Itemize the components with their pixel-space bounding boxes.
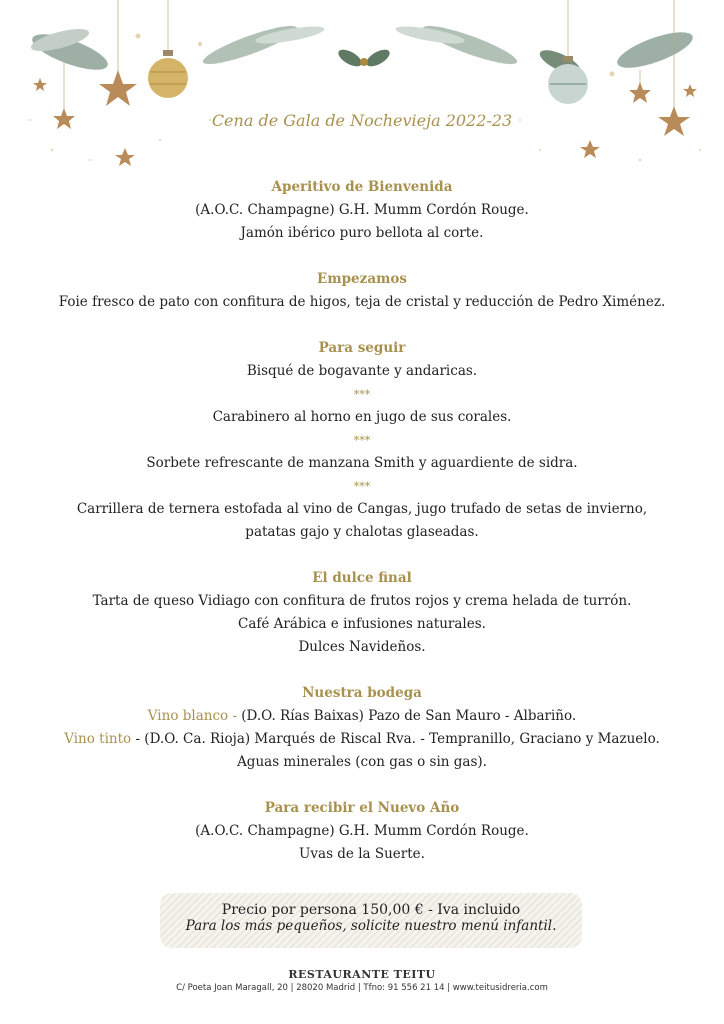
section-aperitivo [0,176,724,245]
dish-separator: *** [353,434,371,447]
menu-body [0,176,724,889]
section-heading: Para seguir [318,340,406,356]
price-per-person: Precio por persona 150,00 € - Iva incluido [221,902,521,918]
dish-separator: *** [353,480,371,493]
wine-blanco-line [0,705,724,728]
menu-line: Jamón ibérico puro bellota al corte. [240,225,484,241]
leaf-branch-left-icon [28,25,111,77]
section-bodega [0,682,724,774]
menu-line: patatas gajo y chalotas glaseadas. [245,524,479,540]
dish-separator: *** [353,388,371,401]
menu-line: Carabinero al horno en jugo de sus corales. [212,409,512,425]
section-empezamos [0,268,724,314]
section-heading: El dulce final [312,570,412,586]
section-heading: Para recibir el Nuevo Año [264,800,460,816]
menu-line: (A.O.C. Champagne) G.H. Mumm Cordón Rouge. [195,823,529,839]
menu-line: Carrillera de ternera estofada al vino de Cangas, jugo trufado de setas de invierno, [76,501,648,517]
menu-line: Foie fresco de pato con confitura de higos, teja de cristal y reducción de Pedro Ximénez. [58,294,666,310]
menu-line: Bisqué de bogavante y andaricas. [246,363,478,379]
wine-tinto-label: Vino tinto [64,731,132,747]
menu-line: Aguas minerales (con gas o sin gas). [237,754,487,770]
leaf-branch-top-right-icon [394,19,520,70]
price-box [160,893,582,948]
section-heading: Empezamos [317,271,407,287]
leaf-branch-top-left-icon [200,19,326,70]
restaurant-name: RESTAURANTE TEITU [288,968,436,981]
wine-blanco-text: (D.O. Rías Baixas) Pazo de San Mauro - Albariño. [236,708,577,724]
wine-tinto-text: - (D.O. Ca. Rioja) Marqués de Riscal Rva. - Tempranillo, Graciano y Mazuelo. [131,731,660,747]
wine-tinto-line [0,728,724,751]
menu-line: Dulces Navideños. [298,639,426,655]
section-nuevo-ano [0,797,724,866]
christmas-decoration-header [0,0,724,180]
section-dulce-final [0,567,724,659]
footer [0,968,724,993]
section-heading: Aperitivo de Bienvenida [271,179,453,195]
gold-bauble-icon [148,50,188,98]
kids-menu-note: Para los más pequeños, solicite nuestro menú infantil. [185,918,557,934]
section-heading: Nuestra bodega [302,685,422,701]
menu-line: Tarta de queso Vidiago con confitura de frutos rojos y crema helada de turrón. [92,593,632,609]
menu-title: Cena de Gala de Nochevieja 2022-23 [211,111,513,130]
restaurant-address: C/ Poeta Joan Maragall, 20 | 28020 Madrid | Tfno: 91 556 21 14 | www.teitusidreria.com [176,983,548,993]
menu-line: Sorbete refrescante de manzana Smith y aguardiente de sidra. [146,455,578,471]
menu-line: Uvas de la Suerte. [299,846,425,862]
wine-blanco-label: Vino blanco - [147,708,237,724]
holly-icon [336,46,393,69]
menu-line: (A.O.C. Champagne) G.H. Mumm Cordón Rouge. [195,202,529,218]
section-para-seguir [0,337,724,544]
menu-line: Café Arábica e infusiones naturales. [238,616,486,632]
